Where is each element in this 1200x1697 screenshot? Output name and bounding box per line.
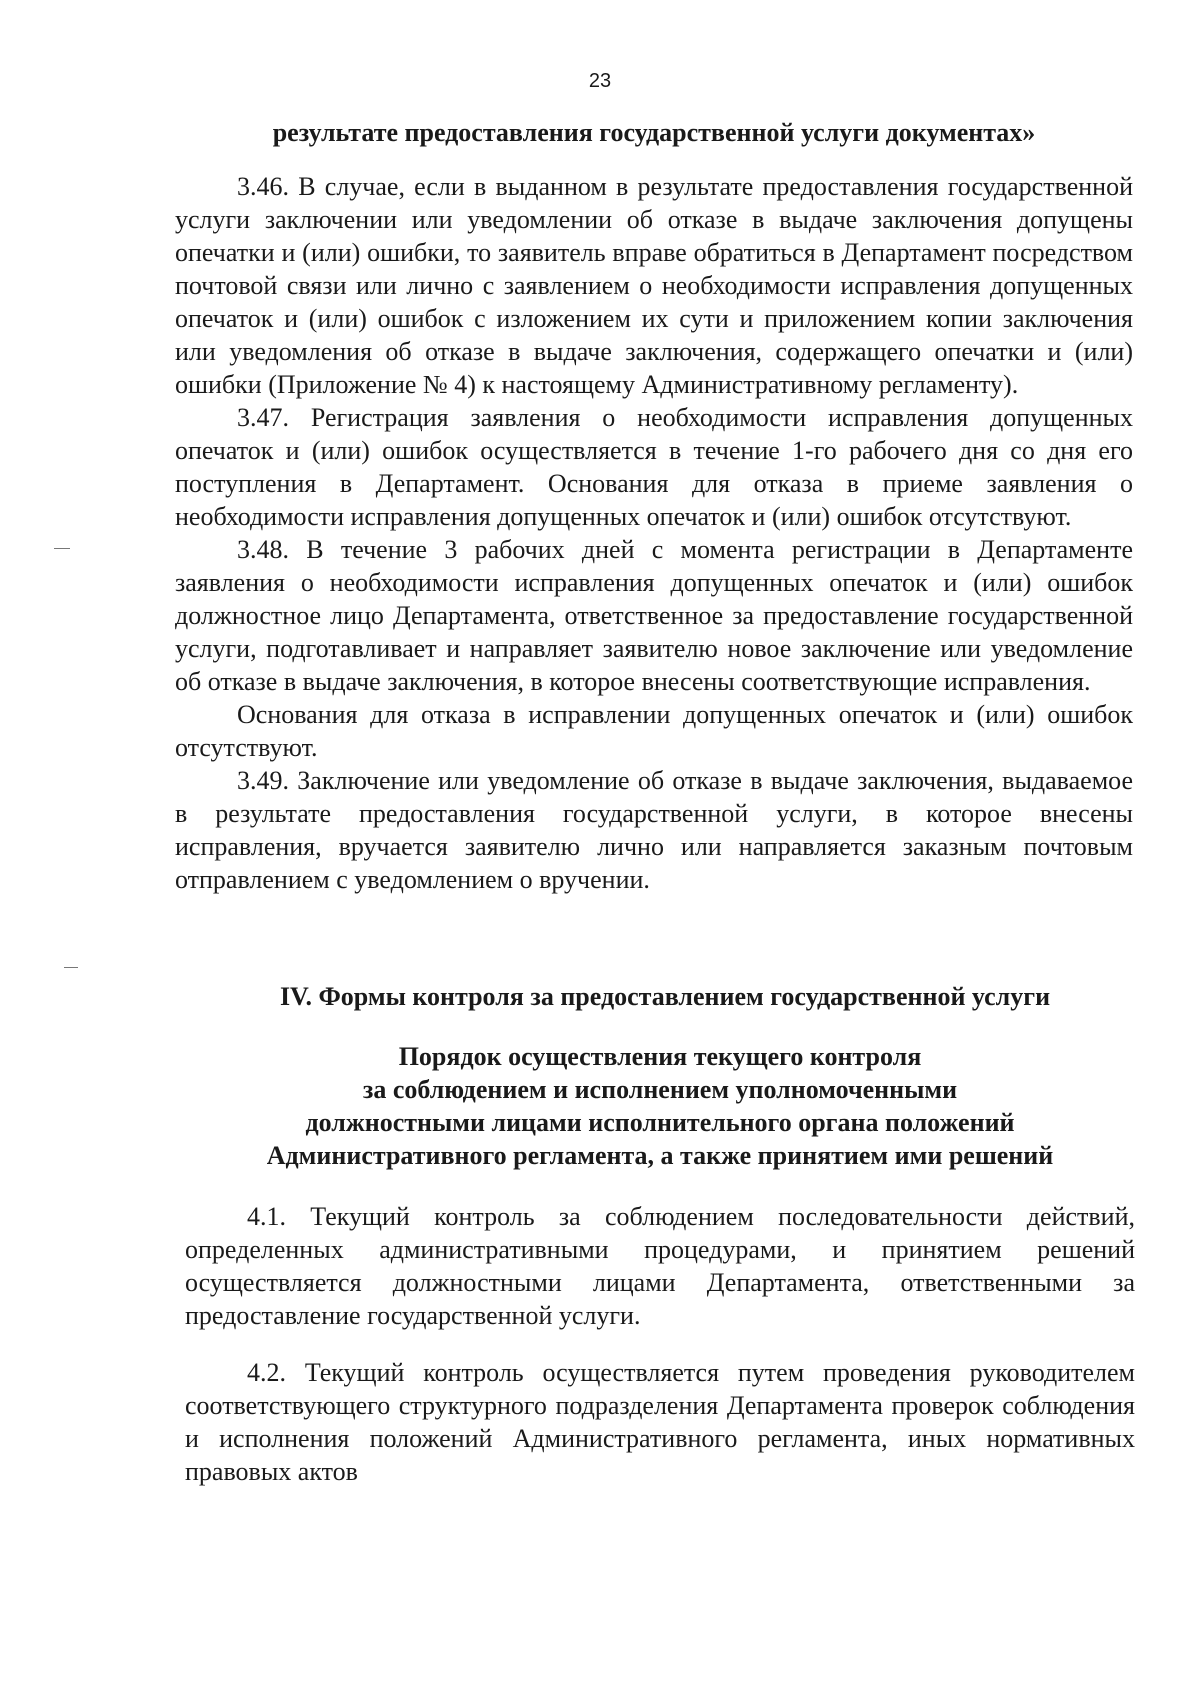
subtitle-line-4: Административного регламента, а также принятием ими решений — [266, 1141, 1054, 1170]
paragraph-3-48-note: Основания для отказа в исправлении допущенных опечаток и (или) ошибок отсутствуют. — [175, 700, 1133, 762]
paragraph-3-47: 3.47. Регистрация заявления о необходимости исправления допущенных опечаток и (или) ошибок осуществляется в течение 1-го рабочего дня со дня его поступления в Департамент. Основания для отказа в приеме заявления о необходимости исправления допущенных опечаток и (или) ошибок отсутствуют. — [175, 403, 1133, 531]
section-4-subtitle — [185, 1040, 1135, 1172]
paragraph-4-1: 4.1. Текущий контроль за соблюдением последовательности действий, определенных административными процедурами, и принятием решений осуществляется должностными лицами Департамента, ответственными за предоставление государственной услуги. — [185, 1202, 1135, 1330]
subtitle-line-2: за соблюдением и исполнением уполномоченными — [362, 1075, 958, 1104]
scan-mark — [64, 967, 78, 968]
section-4-title: IV. Формы контроля за предоставлением государственной услуги — [279, 982, 1051, 1011]
paragraph-3-46: 3.46. В случае, если в выданном в результате предоставления государственной услуги заключении или уведомлении об отказе в выдаче заключения допущены опечатки и (или) ошибки, то заявитель вправе обратиться в Департамент посредством почтовой связи или лично с заявлением о необходимости исправления допущенных опечаток и (или) ошибок с изложением их сути и приложением копии заключения или уведомления об отказе в выдаче заключения, содержащего опечатки и (или) ошибки (Приложение № 4) к настоящему Административному регламенту). — [175, 172, 1133, 399]
section-heading-tail: результате предоставления государственной услуги документах» — [272, 118, 1036, 147]
section-4-body — [185, 1200, 1135, 1488]
subtitle-line-1: Порядок осуществления текущего контроля — [398, 1042, 922, 1071]
paragraph-3-49: 3.49. Заключение или уведомление об отказе в выдаче заключения, выдаваемое в результате предоставления государственной услуги, в которое внесены исправления, вручается заявителю лично или направляется заказным почтовым отправлением с уведомлением о вручении. — [175, 766, 1133, 894]
paragraph-3-48: 3.48. В течение 3 рабочих дней с момента регистрации в Департаменте заявления о необходимости исправления допущенных опечаток и (или) ошибок должностное лицо Департамента, ответственное за предоставление государственной услуги, подготавливает и направляет заявителю новое заключение или уведомление об отказе в выдаче заключения, в которое внесены соответствующие исправления. — [175, 535, 1133, 696]
page-number: 23 — [588, 70, 612, 92]
subtitle-line-3: должностными лицами исполнительного органа положений — [305, 1108, 1015, 1137]
scan-mark — [54, 548, 70, 549]
paragraph-4-2: 4.2. Текущий контроль осуществляется путем проведения руководителем соответствующего структурного подразделения Департамента проверок соблюдения и исполнения положений Административного регламента, иных нормативных правовых актов — [185, 1358, 1135, 1486]
section-3-body — [175, 170, 1133, 896]
